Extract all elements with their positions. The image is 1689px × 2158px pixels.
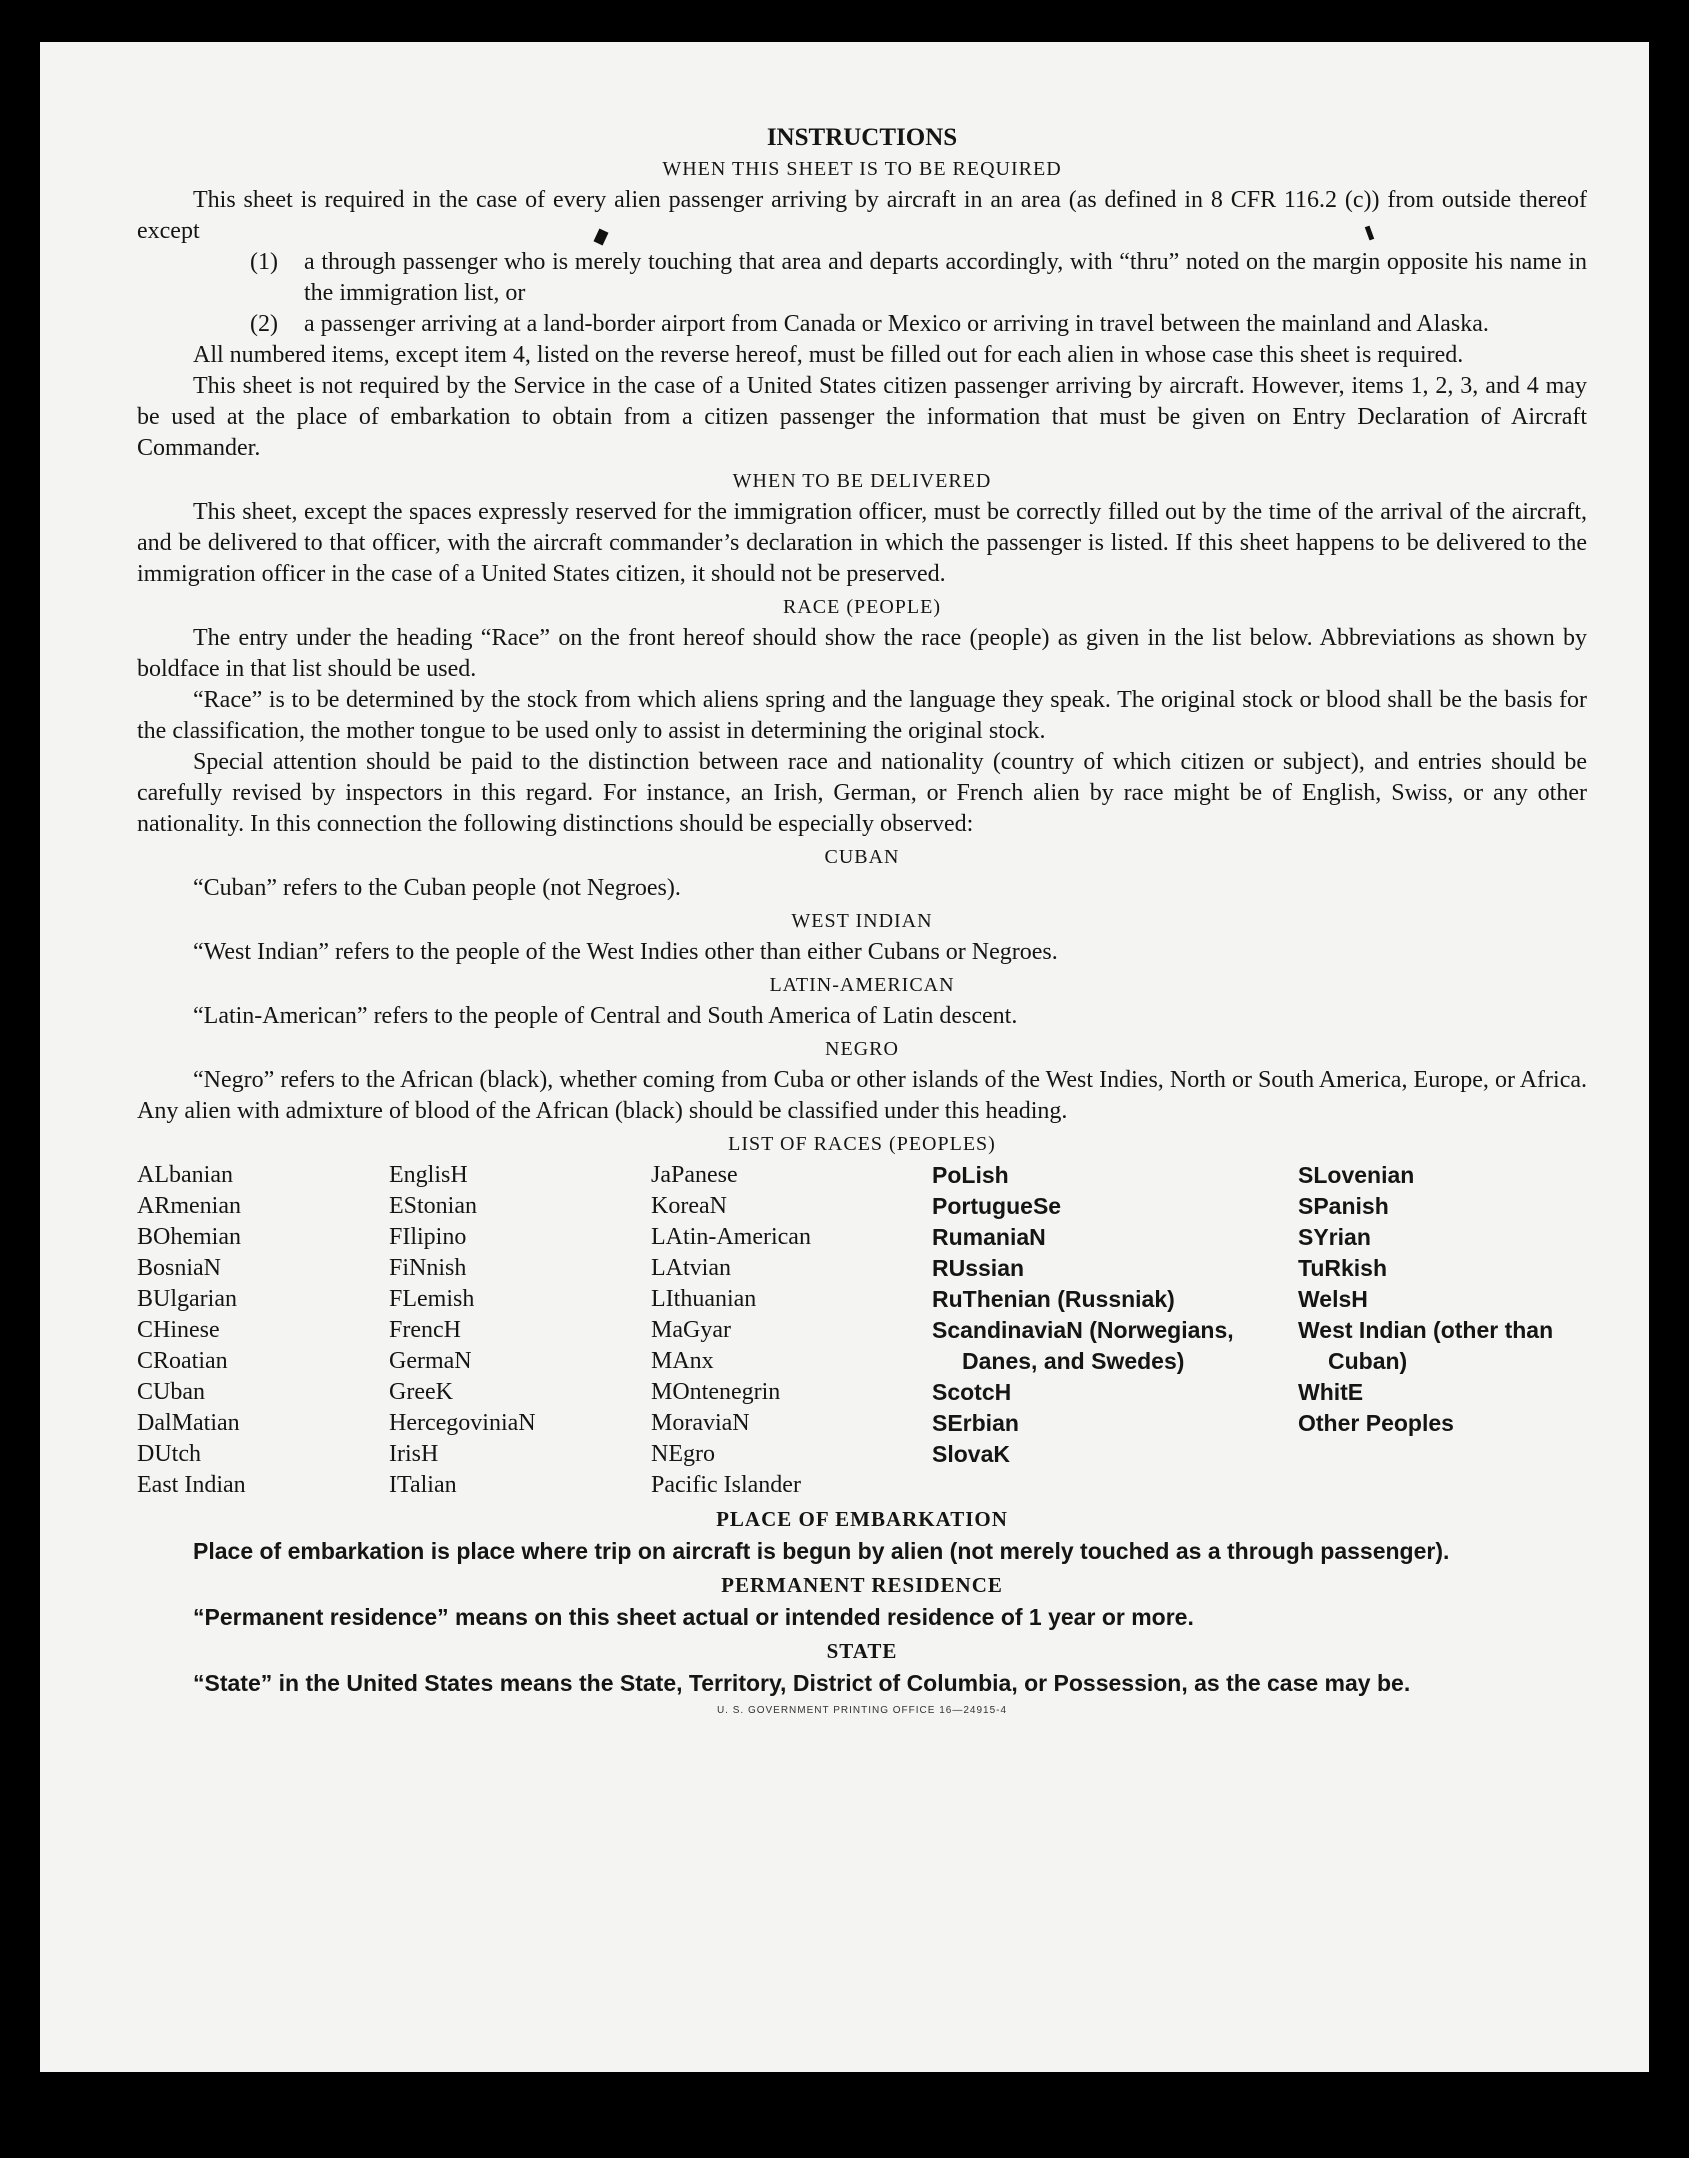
race-item: ScandinaviaN (Norwegians, Danes, and Swedes) <box>932 1317 1234 1374</box>
race-item: SYrian <box>1298 1224 1371 1250</box>
section-heading-embarkation: PLACE OF EMBARKATION <box>716 1507 1008 1531</box>
race-item: LAtvian <box>651 1255 731 1281</box>
printing-office-footer: U. S. GOVERNMENT PRINTING OFFICE 16—24915-4 <box>716 1705 1008 1716</box>
document-sheet <box>40 42 1649 2072</box>
race-item: BOhemian <box>137 1224 241 1250</box>
race-item: CHinese <box>137 1317 220 1343</box>
race-item: East Indian <box>137 1472 246 1498</box>
races-column-2 <box>389 1160 651 1501</box>
race-item: FLemish <box>389 1286 475 1312</box>
race-item: MAnx <box>651 1348 714 1374</box>
race-item: GreeK <box>389 1379 453 1405</box>
race-item: EStonian <box>389 1193 477 1219</box>
latin-american-text: “Latin-American” refers to the people of Central and South America of Latin descent. <box>193 1003 1018 1029</box>
exception-number: (2) <box>250 311 278 337</box>
section-heading-latin-american: LATIN-AMERICAN <box>769 974 955 996</box>
negro-text: “Negro” refers to the African (black), whether coming from Cuba or other islands of the West Indies, North or South America, Europe, or Africa. Any alien with admixture of blood of the African (black) should be classified under this heading. <box>137 1067 1587 1124</box>
required-para-3: This sheet is not required by the Service in the case of a United States citizen passenger arriving by aircraft. However, items 1, 2, 3, and 4 may be used at the place of embarkation to obtain from a citizen passenger the information that must be given on Entry Declaration of Aircraft Commander. <box>137 373 1587 461</box>
exception-number: (1) <box>250 249 278 275</box>
race-item: MaGyar <box>651 1317 731 1343</box>
race-item: FIlipino <box>389 1224 467 1250</box>
exception-item-1 <box>137 247 1587 309</box>
race-item: SlovaK <box>932 1441 1010 1467</box>
race-item: PoLish <box>932 1162 1009 1188</box>
section-heading-delivered: WHEN TO BE DELIVERED <box>732 470 992 492</box>
race-item: PortugueSe <box>932 1193 1062 1219</box>
races-column-4 <box>932 1160 1298 1501</box>
section-heading-cuban: CUBAN <box>824 846 900 868</box>
race-item: NEgro <box>651 1441 715 1467</box>
race-item: SErbian <box>932 1410 1019 1436</box>
required-intro: This sheet is required in the case of every alien passenger arriving by aircraft in an area (as defined in 8 CFR 116.2 (c)) from outside thereof except <box>137 187 1587 244</box>
section-heading-west-indian: WEST INDIAN <box>791 910 933 932</box>
cuban-text: “Cuban” refers to the Cuban people (not Negroes). <box>193 875 681 901</box>
race-para-2: “Race” is to be determined by the stock from which aliens spring and the language they speak. The original stock or blood shall be the basis for the classification, the mother tongue to be used only to assist in determining the original stock. <box>137 687 1587 744</box>
race-para-3: Special attention should be paid to the distinction between race and nationality (country of which citizen or subject), and entries should be carefully revised by inspectors in this regard. For instance, an Irish, German, or French alien by race might be of English, Swiss, or any other nationality. In this connection the following distinctions should be especially observed: <box>137 749 1587 837</box>
race-item: LIthuanian <box>651 1286 757 1312</box>
race-para-1: The entry under the heading “Race” on the front hereof should show the race (people) as given in the list below. Abbreviations as shown by boldface in that list should be used. <box>137 625 1587 682</box>
race-item: ScotcH <box>932 1379 1012 1405</box>
section-heading-race: RACE (PEOPLE) <box>783 596 941 618</box>
embarkation-text: Place of embarkation is place where trip on aircraft is begun by alien (not merely touched as a through passenger). <box>193 1538 1450 1564</box>
section-heading-negro: NEGRO <box>825 1038 899 1060</box>
races-column-1 <box>137 1160 389 1501</box>
exception-text: a through passenger who is merely touching that area and departs accordingly, with “thru” noted on the margin opposite his name in the immigration list, or <box>304 249 1587 306</box>
residence-text: “Permanent residence” means on this sheet actual or intended residence of 1 year or more. <box>193 1604 1194 1630</box>
state-text: “State” in the United States means the State, Territory, District of Columbia, or Possession, as the case may be. <box>193 1670 1411 1696</box>
race-item: BosniaN <box>137 1255 221 1281</box>
race-item: ARmenian <box>137 1193 241 1219</box>
race-item: JaPanese <box>651 1162 738 1188</box>
races-list <box>137 1160 1587 1501</box>
delivered-text: This sheet, except the spaces expressly reserved for the immigration officer, must be correctly filled out by the time of the arrival of the aircraft, and be delivered to that officer, with the aircraft commander’s declaration in which the passenger is listed. If this sheet happens to be delivered to the immigration officer in the case of a United States citizen, it should not be preserved. <box>137 499 1587 587</box>
race-item: SPanish <box>1298 1193 1389 1219</box>
race-item: BUlgarian <box>137 1286 237 1312</box>
race-item: Pacific Islander <box>651 1472 801 1498</box>
race-item: DUtch <box>137 1441 201 1467</box>
race-item: MoraviaN <box>651 1410 750 1436</box>
race-item: RumaniaN <box>932 1224 1046 1250</box>
race-item: ALbanian <box>137 1162 233 1188</box>
races-column-5 <box>1298 1160 1558 1501</box>
race-item: WhitE <box>1298 1379 1364 1405</box>
races-column-3 <box>651 1160 932 1501</box>
exception-text: a passenger arriving at a land-border airport from Canada or Mexico or arriving in travel between the mainland and Alaska. <box>304 311 1489 337</box>
race-item: DalMatian <box>137 1410 240 1436</box>
race-item: CUban <box>137 1379 205 1405</box>
west-indian-text: “West Indian” refers to the people of the West Indies other than either Cubans or Negroes. <box>193 939 1058 965</box>
page-title: INSTRUCTIONS <box>766 124 958 151</box>
section-heading-residence: PERMANENT RESIDENCE <box>721 1573 1003 1597</box>
race-item: GermaN <box>389 1348 472 1374</box>
race-item: Other Peoples <box>1298 1410 1454 1436</box>
race-item: HercegoviniaN <box>389 1410 536 1436</box>
race-item: IrisH <box>389 1441 439 1467</box>
exception-item-2 <box>137 309 1587 340</box>
instructions-content <box>137 124 1587 1716</box>
race-item: West Indian (other than Cuban) <box>1298 1317 1554 1374</box>
race-item: ITalian <box>389 1472 457 1498</box>
race-item: FiNnish <box>389 1255 467 1281</box>
section-heading-races-list: LIST OF RACES (PEOPLES) <box>728 1133 996 1155</box>
race-item: CRoatian <box>137 1348 228 1374</box>
race-item: SLovenian <box>1298 1162 1415 1188</box>
race-item: EnglisH <box>389 1162 468 1188</box>
race-item: RUssian <box>932 1255 1025 1281</box>
section-heading-state: STATE <box>826 1639 898 1663</box>
race-item: TuRkish <box>1298 1255 1388 1281</box>
race-item: LAtin-American <box>651 1224 811 1250</box>
race-item: WelsH <box>1298 1286 1368 1312</box>
race-item: KoreaN <box>651 1193 727 1219</box>
race-item: RuThenian (Russniak) <box>932 1286 1175 1312</box>
race-item: MOntenegrin <box>651 1379 781 1405</box>
required-para-2: All numbered items, except item 4, listed on the reverse hereof, must be filled out for each alien in whose case this sheet is required. <box>193 342 1464 368</box>
race-item: FrencH <box>389 1317 461 1343</box>
section-heading-required: WHEN THIS SHEET IS TO BE REQUIRED <box>662 158 1062 180</box>
